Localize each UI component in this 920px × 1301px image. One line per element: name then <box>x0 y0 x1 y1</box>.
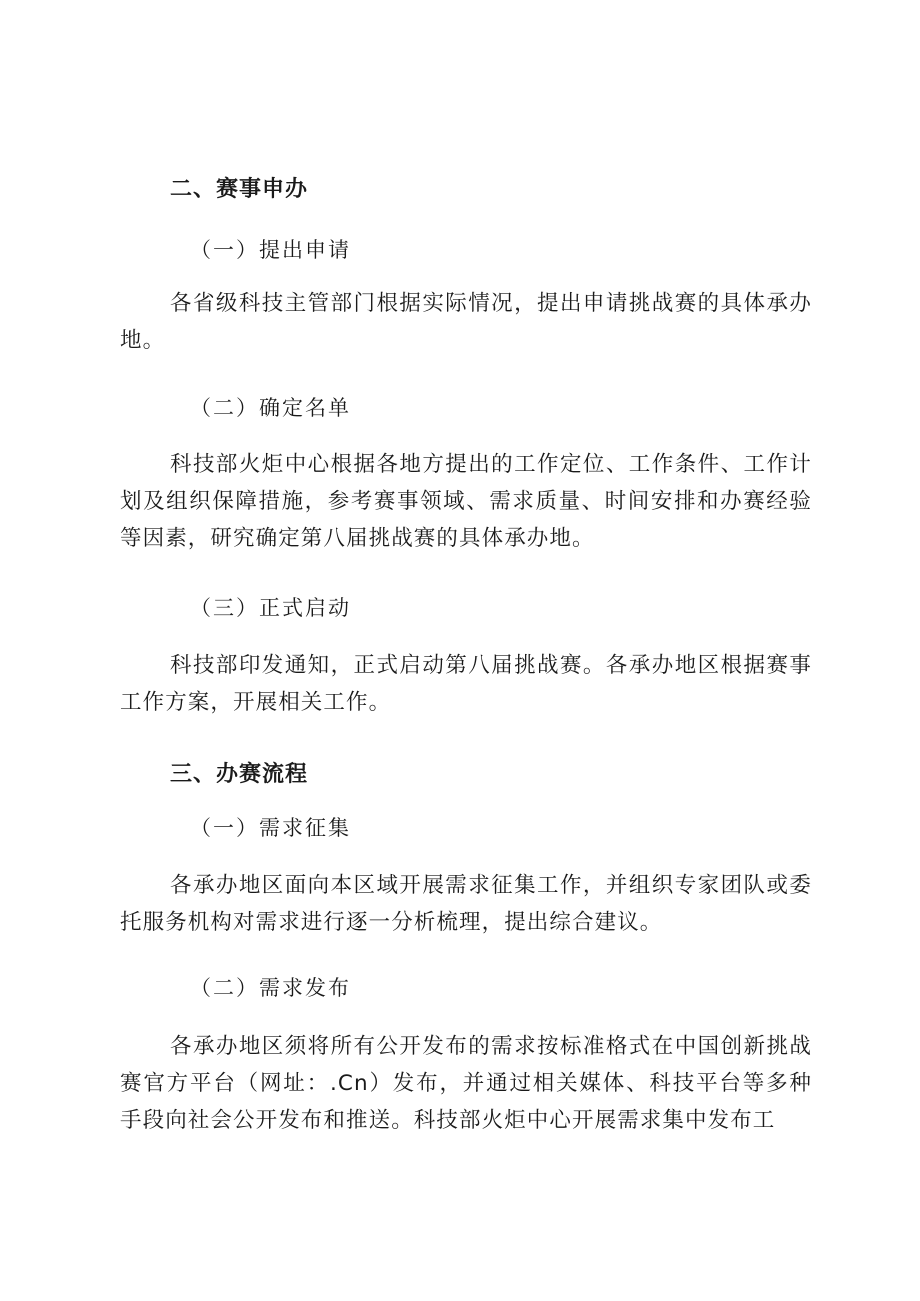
subheading-demand-collection: （一）需求征集 <box>190 816 351 840</box>
subheading-demand-release: （二）需求发布 <box>190 976 351 1000</box>
paragraph-official-launch: 科技部印发通知，正式启动第八届挑战赛。各承办地区根据赛事工作方案，开展相关工作。 <box>120 653 812 715</box>
section-heading-event-application: 二、赛事申办 <box>170 177 309 202</box>
paragraph-demand-release: 各承办地区须将所有公开发布的需求按标准格式在中国创新挑战赛官方平台（网址：.Cn）发布，并通过相关媒体、科技平台等多种手段向社会公开发布和推送。科技部火炬中心开展需求集中发布工 <box>120 1034 812 1133</box>
subheading-confirm-list: （二）确定名单 <box>190 396 351 420</box>
section-heading-event-process: 三、办赛流程 <box>170 762 309 787</box>
paragraph-demand-collection: 各承办地区面向本区域开展需求征集工作，并组织专家团队或委托服务机构对需求进行逐一分析梳理，提出综合建议。 <box>120 873 812 935</box>
subheading-submit-application: （一）提出申请 <box>190 238 351 262</box>
paragraph-confirm-list: 科技部火炬中心根据各地方提出的工作定位、工作条件、工作计划及组织保障措施，参考赛事领域、需求质量、时间安排和办赛经验等因素，研究确定第八届挑战赛的具体承办地。 <box>120 452 812 551</box>
paragraph-submit-application: 各省级科技主管部门根据实际情况，提出申请挑战赛的具体承办地。 <box>120 291 812 353</box>
subheading-official-launch: （三）正式启动 <box>190 596 351 620</box>
